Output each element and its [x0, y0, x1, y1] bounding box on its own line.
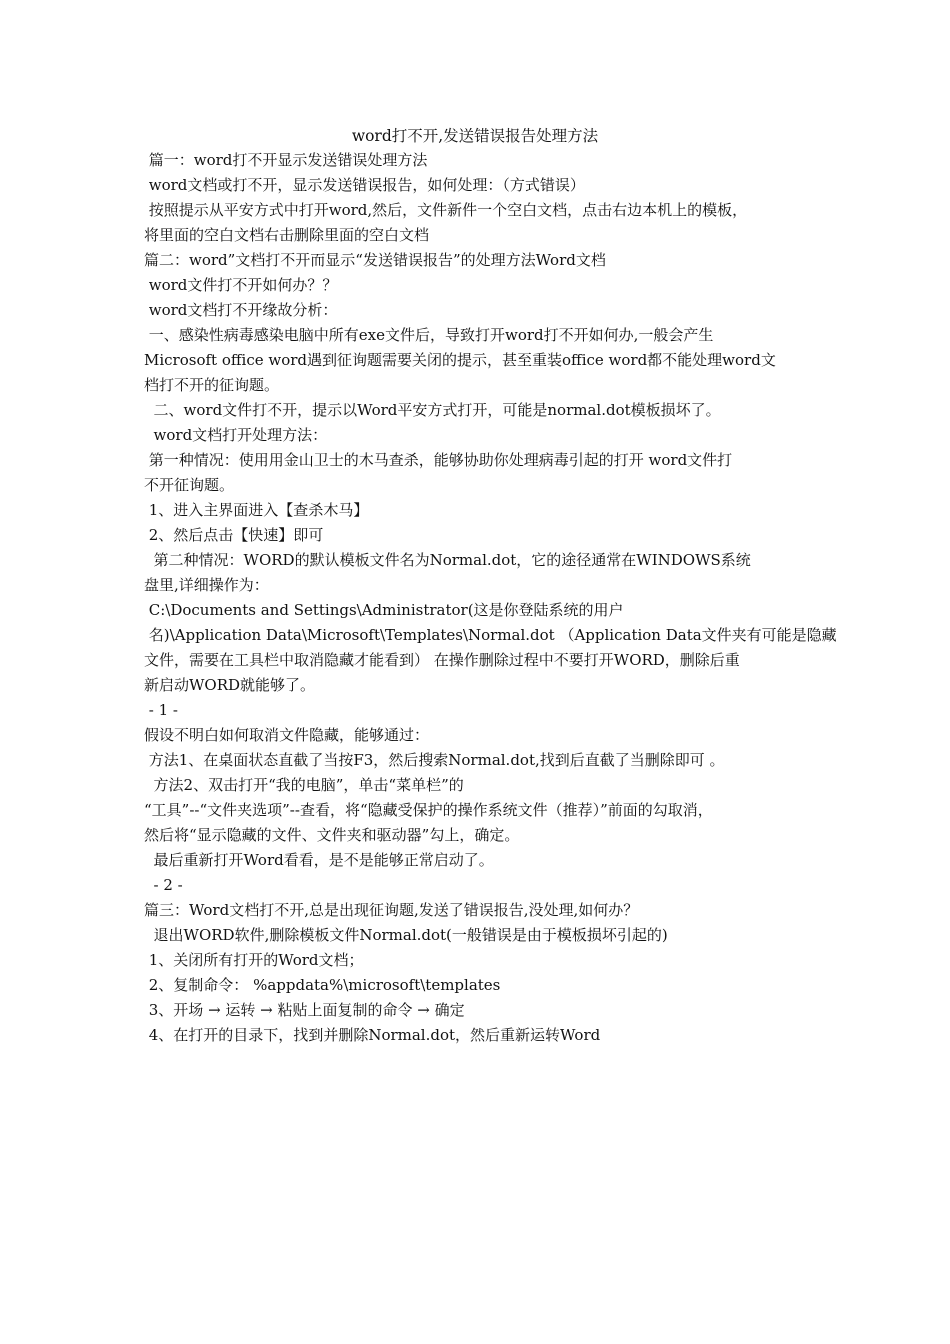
text-line: 按照提示从平安方式中打开word,然后，文件新件一个空白文档，点击右边本机上的模板，	[144, 201, 748, 219]
page-number: - 1 -	[144, 701, 178, 719]
text-line: 档打不开的征询题。	[144, 376, 280, 394]
text-line: 4、在打开的目录下，找到并删除Normal.dot，然后重新运转Word	[144, 1026, 601, 1044]
text-line: 方法2、双击打开“我的电脑”，单击“菜单栏”的	[144, 776, 464, 794]
document-body	[144, 148, 837, 1048]
text-line: 一、感染性病毒感染电脑中所有exe文件后，导致打开word打不开如何办,一般会产生	[144, 326, 714, 344]
text-line: 然后将“显示隐藏的文件、文件夹和驱动器”勾上，确定。	[144, 826, 520, 844]
text-line: word文档打开处理方法：	[144, 426, 328, 444]
text-line: word文档或打不开，显示发送错误报告，如何处理：（方式错误）	[144, 176, 585, 194]
text-line: 3、开场 → 运转 → 粘贴上面复制的命令 → 确定	[144, 1001, 465, 1019]
text-line: 篇一：word打不开显示发送错误处理方法	[144, 151, 428, 169]
text-line: 退出WORD软件,删除模板文件Normal.dot(一般错误是由于模板损坏引起的)	[144, 926, 668, 944]
text-line: 2、然后点击【快速】即可	[144, 526, 324, 544]
text-line: Microsoft office word遇到征询题需要关闭的提示，甚至重装office word都不能处理word文	[144, 351, 776, 369]
text-line: 2、复制命令： %appdata%\microsoft\templates	[144, 976, 501, 994]
page-number: - 2 -	[144, 876, 183, 894]
text-line: 第二种情况：WORD的默认模板文件名为Normal.dot，它的途径通常在WINDOWS系统	[144, 551, 751, 569]
text-line: 二、word文件打不开，提示以Word平安方式打开，可能是normal.dot模板损坏了。	[144, 401, 721, 419]
text-line: word文档打不开缘故分析：	[144, 301, 338, 319]
text-line: C:\Documents and Settings\Administrator(这是你登陆系统的用户	[144, 601, 624, 619]
text-line: 将里面的空白文档右击删除里面的空白文档	[144, 226, 430, 244]
text-line: “工具”--“文件夹选项”--查看，将“隐藏受保护的操作系统文件（推荐）”前面的勾取消，	[144, 801, 713, 819]
text-line: 1、关闭所有打开的Word文档；	[144, 951, 364, 969]
text-line: word文件打不开如何办？？	[144, 276, 338, 294]
text-line: 假设不明白如何取消文件隐藏，能够通过：	[144, 726, 430, 744]
text-line: 文件，需要在工具栏中取消隐藏才能看到） 在操作删除过程中不要打开WORD，删除后重	[144, 651, 740, 669]
text-line: 1、进入主界面进入【查杀木马】	[144, 501, 369, 519]
text-line: 最后重新打开Word看看，是不是能够正常启动了。	[144, 851, 494, 869]
text-line: 第一种情况：使用用金山卫士的木马查杀，能够协助你处理病毒引起的打开 word文件打	[144, 451, 733, 469]
text-line: 篇三：Word文档打不开,总是出现征询题,发送了错误报告,没处理,如何办？	[144, 901, 639, 919]
document-title: word打不开,发送错误报告处理方法	[351, 127, 599, 145]
text-line: 不开征询题。	[144, 476, 235, 494]
text-line: 方法1、在桌面状态直截了当按F3，然后搜索Normal.dot,找到后直截了当删除即可 。	[144, 751, 725, 769]
text-line: 盘里,详细操作为：	[144, 576, 269, 594]
text-line: 篇二：word”文档打不开而显示“发送错误报告”的处理方法Word文档	[144, 251, 606, 269]
text-line: 新启动WORD就能够了。	[144, 676, 316, 694]
text-line: 名)\Application Data\Microsoft\Templates\Normal.dot （Application Data文件夹有可能是隐藏	[144, 626, 837, 644]
